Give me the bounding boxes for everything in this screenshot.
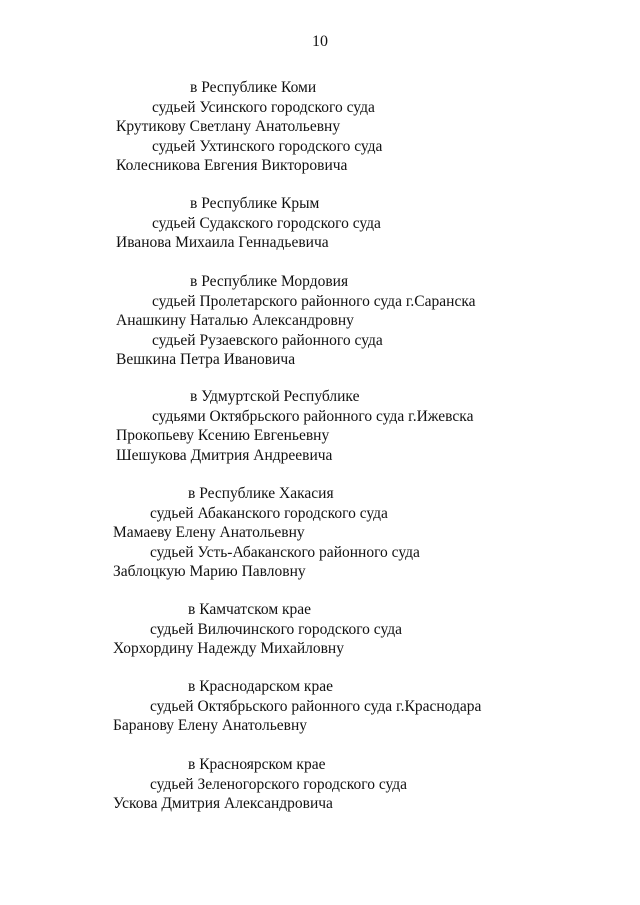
- appointee-name: Прокопьеву Ксению Евгеньевну: [116, 427, 330, 444]
- appointee-name: Иванова Михаила Геннадьевича: [116, 234, 329, 251]
- region-heading: в Камчатском крае: [188, 601, 312, 618]
- appointee-name: Шешукова Дмитрия Андреевича: [116, 446, 333, 464]
- region-heading: в Республике Хакасия: [188, 485, 334, 502]
- region-heading: в Республике Крым: [190, 195, 320, 212]
- appointee-name: Мамаеву Елену Анатольевну: [113, 524, 305, 541]
- section-udmurtia: [0, 387, 640, 465]
- section-kamchatka: [0, 600, 640, 659]
- section-khakassia: [0, 484, 640, 582]
- appointee-name: Хорхордину Надежду Михайловну: [113, 640, 344, 657]
- appointee-name: Вешкина Петра Ивановича: [116, 351, 296, 368]
- section-crimea: [0, 194, 640, 253]
- region-heading: в Краснодарском крае: [188, 678, 333, 695]
- section-krasnodar: [0, 677, 640, 736]
- appointment-line: судьей Судакского городского суда: [152, 214, 381, 232]
- appointee-name: Баранову Елену Анатольевну: [113, 717, 307, 734]
- region-heading: в Удмуртской Республике: [190, 388, 360, 405]
- appointment-line: судьей Усть-Абаканского районного суда: [150, 543, 420, 561]
- appointee-name: Ускова Дмитрия Александровича: [113, 795, 333, 812]
- appointment-line: судьей Вилючинского городского суда: [150, 620, 403, 638]
- section-krasnoyarsk: [0, 755, 640, 814]
- appointment-line: судьей Абаканского городского суда: [150, 504, 388, 522]
- page-number: 10: [312, 33, 328, 50]
- region-heading: в Красноярском крае: [188, 756, 326, 773]
- appointee-name: Заблоцкую Марию Павловну: [113, 563, 306, 580]
- appointment-line: судьей Усинского городского суда: [152, 98, 375, 116]
- appointment-line: судьей Рузаевского районного суда: [152, 331, 383, 349]
- appointee-name: Анашкину Наталью Александровну: [116, 312, 354, 329]
- appointment-line: судьями Октябрьского районного суда г.Ижевска: [152, 407, 474, 425]
- appointment-line: судьей Зеленогорского городского суда: [150, 775, 408, 793]
- appointment-line: судьей Ухтинского городского суда: [152, 137, 383, 155]
- appointment-line: судьей Пролетарского районного суда г.Саранска: [152, 292, 476, 310]
- appointee-name: Крутикову Светлану Анатольевну: [116, 118, 341, 135]
- region-heading: в Республике Коми: [190, 79, 317, 96]
- section-mordovia: [0, 272, 640, 370]
- appointment-line: судьей Октябрьского районного суда г.Краснодара: [150, 697, 482, 715]
- section-komi: [0, 78, 640, 176]
- appointee-name: Колесникова Евгения Викторовича: [116, 157, 348, 174]
- region-heading: в Республике Мордовия: [190, 273, 349, 290]
